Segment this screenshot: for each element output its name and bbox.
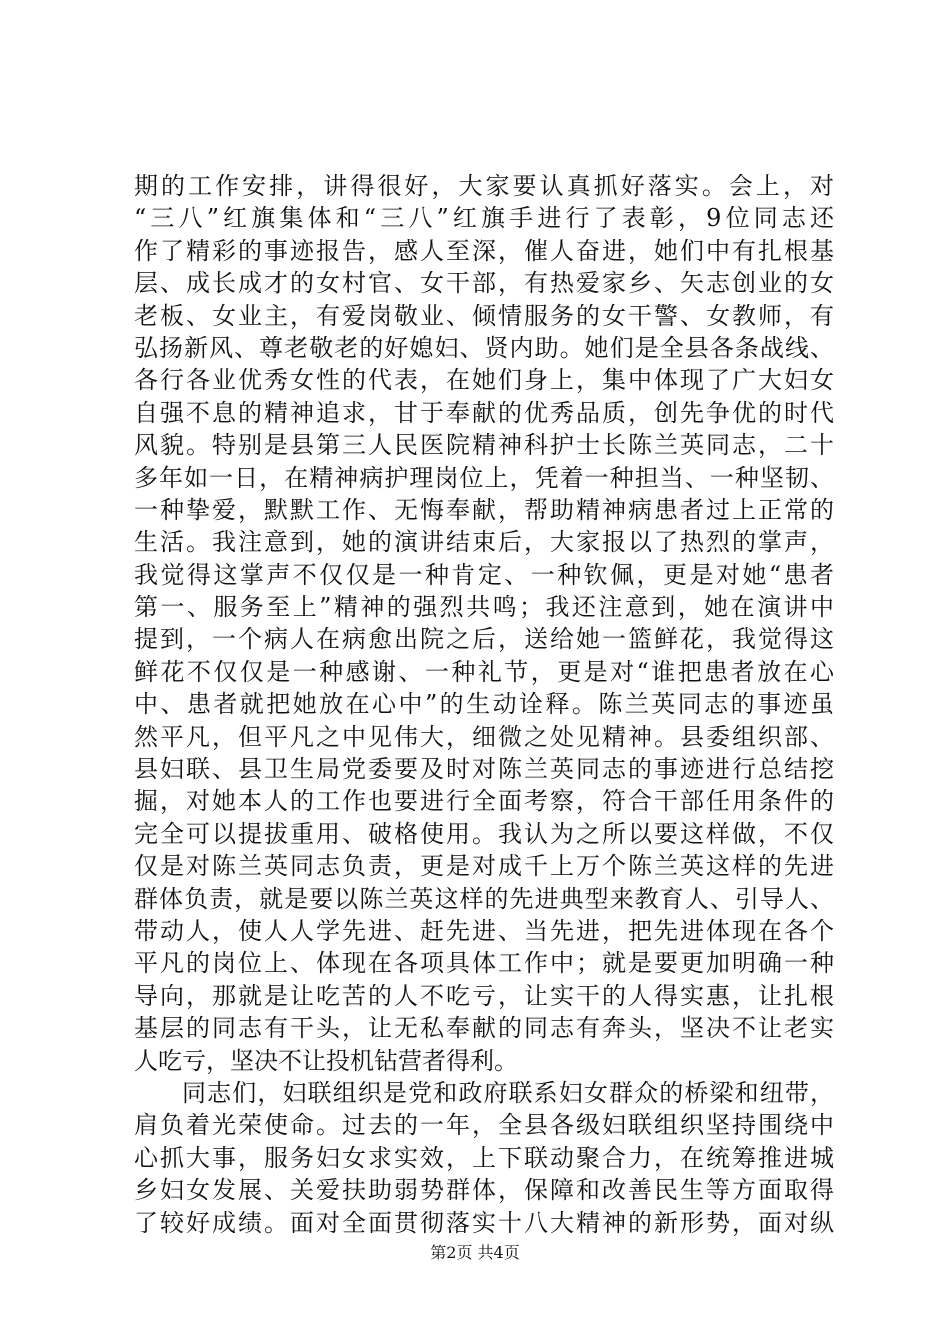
text-line: 肩负着光荣使命。过去的一年，全县各级妇联组织坚持围绕中	[134, 1111, 834, 1140]
text-line: 各行各业优秀女性的代表，在她们身上，集中体现了广大妇女	[134, 366, 834, 395]
text-line: 人吃亏，坚决不让投机钻营者得利。	[134, 1046, 518, 1075]
text-line: 老板、女业主，有爱岗敬业、倾情服务的女干警、女教师，有	[134, 301, 834, 330]
text-line: 生活。我注意到，她的演讲结束后，大家报以了热烈的掌声，	[134, 528, 834, 557]
text-line: 期的工作安排，讲得很好，大家要认真抓好落实。会上，对	[134, 172, 834, 200]
text-line: 鲜花不仅仅是一种感谢、一种礼节，更是对“谁把患者放在心	[134, 657, 834, 686]
text-line: 仅是对陈兰英同志负责，更是对成千上万个陈兰英这样的先进	[134, 852, 834, 881]
text-line: 带动人，使人人学先进、赶先进、当先进，把先进体现在各个	[134, 916, 834, 945]
text-line: 风貌。特别是县第三人民医院精神科护士长陈兰英同志，二十	[134, 431, 834, 460]
text-line: 然平凡，但平凡之中见伟大，细微之处见精神。县委组织部、	[134, 722, 834, 751]
text-line: 平凡的岗位上、体现在各项具体工作中；就是要更加明确一种	[134, 949, 834, 978]
text-line: 完全可以提拔重用、破格使用。我认为之所以要这样做，不仅	[134, 819, 834, 848]
text-line: 提到，一个病人在病愈出院之后，送给她一篮鲜花，我觉得这	[134, 625, 834, 654]
text-line: 第一、服务至上”精神的强烈共鸣；我还注意到，她在演讲中	[134, 593, 834, 622]
text-line: 掘，对她本人的工作也要进行全面考察，符合干部任用条件的	[134, 787, 834, 816]
text-line: 乡妇女发展、关爱扶助弱势群体，保障和改善民生等方面取得	[134, 1176, 834, 1205]
text-line: 基层的同志有干头，让无私奉献的同志有奔头，坚决不让老实	[134, 1014, 834, 1043]
text-line: 了较好成绩。面对全面贯彻落实十八大精神的新形势，面对纵	[134, 1208, 834, 1237]
text-line: 中、患者就把她放在心中”的生动诠释。陈兰英同志的事迹虽	[134, 690, 834, 719]
text-line: 群体负责，就是要以陈兰英这样的先进典型来教育人、引导人、	[134, 884, 834, 913]
text-line: 心抓大事，服务妇女求实效，上下联动聚合力，在统筹推进城	[134, 1143, 834, 1172]
text-line: 作了精彩的事迹报告，感人至深，催人奋进，她们中有扎根基	[134, 236, 834, 265]
text-line: 层、成长成才的女村官、女干部，有热爱家乡、矢志创业的女	[134, 269, 834, 298]
text-line: 弘扬新风、尊老敬老的好媳妇、贤内助。她们是全县各条战线、	[134, 333, 834, 362]
body-text	[134, 170, 834, 1239]
text-line: 同志们，妇联组织是党和政府联系妇女群众的桥梁和纽带，	[182, 1078, 834, 1107]
text-line: 县妇联、县卫生局党委要及时对陈兰英同志的事迹进行总结挖	[134, 755, 834, 784]
text-line: 我觉得这掌声不仅仅是一种肯定、一种钦佩，更是对她“患者	[134, 560, 834, 589]
text-line: 自强不息的精神追求，甘于奉献的优秀品质，创先争优的时代	[134, 398, 834, 427]
text-line: 一种挚爱，默默工作、无悔奉献，帮助精神病患者过上正常的	[134, 495, 834, 524]
text-line: “三八”红旗集体和“三八”红旗手进行了表彰，9位同志还	[134, 204, 834, 233]
page-number-footer: 第2页 共4页	[430, 1243, 520, 1262]
text-line: 多年如一日，在精神病护理岗位上，凭着一种担当、一种坚韧、	[134, 463, 834, 492]
text-line: 导向，那就是让吃苦的人不吃亏，让实干的人得实惠，让扎根	[134, 981, 834, 1010]
